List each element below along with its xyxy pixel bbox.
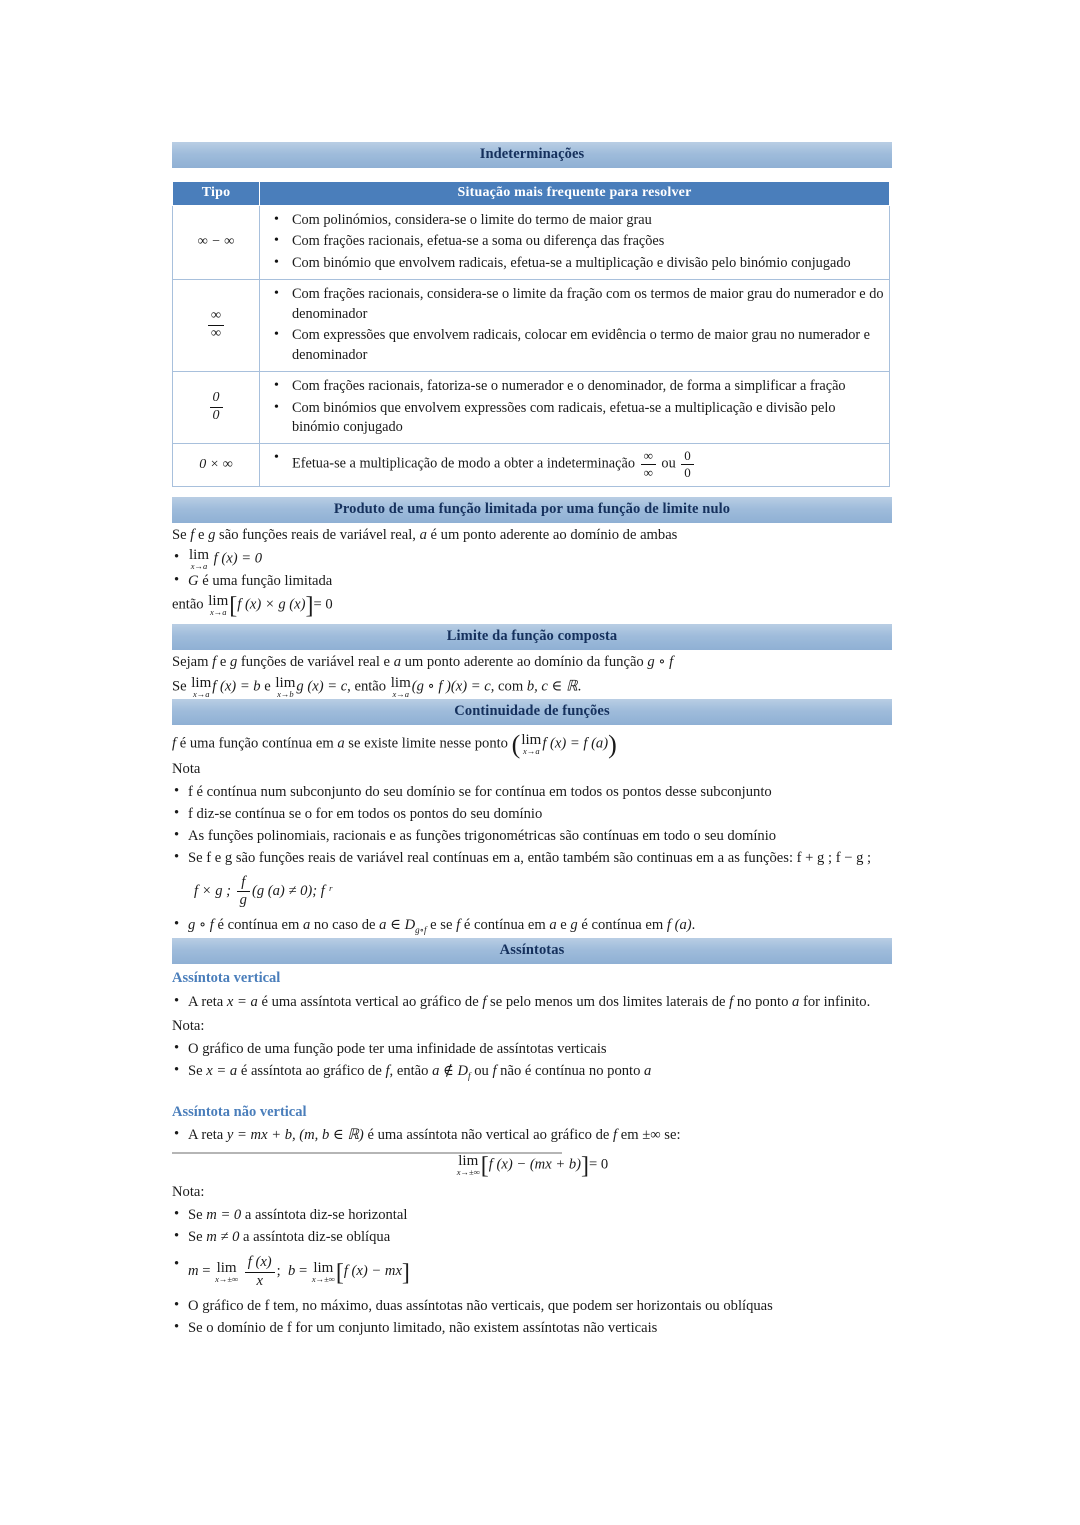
table-row: [173, 206, 890, 280]
limit-operator: lim x→±∞: [215, 1259, 239, 1284]
fraction-inf-over-inf: $\frac{\infty}{\infty}$: [641, 449, 656, 479]
continuidade-nota-label: Nota: [172, 760, 201, 777]
fraction-zero-over-zero: $\frac{0}{0}$: [210, 391, 223, 423]
table-row: [173, 444, 890, 486]
limite-composta-body: [172, 652, 892, 698]
list-item: • Com frações racionais, considera-se o limite da fração com os termos de maior grau do numerador e do denominador: [266, 285, 885, 324]
bracket-open-icon: [: [229, 593, 238, 620]
subheading-assintota-vertical: Assíntota vertical: [172, 969, 281, 986]
bracket-close-icon: ]: [305, 593, 314, 620]
list-item: • Com binómios que envolvem expressões com radicais, efetua-se a multiplicação e divisão pelo binómio conjugado: [266, 399, 885, 438]
indeterminacao-rules: [260, 444, 890, 486]
continuidade-definition: f é uma função contínua em a se existe limite nesse ponto ( lim x→a f (x) = f (a)): [172, 730, 617, 760]
list-item: • Com polinómios, considera-se o limite do termo de maior grau: [266, 211, 885, 230]
continuidade-operations-formula: f × g ; $\frac{f}{g}$ (g (a) ≠ 0); f ʳ: [194, 874, 332, 909]
section-title-limite-composta: Limite da função composta: [172, 624, 892, 650]
list-item: • Com frações racionais, efetua-se a soma ou diferença das frações: [266, 232, 885, 251]
limit-operator: lim x→a: [390, 674, 411, 699]
column-header-tipo: Tipo: [173, 182, 260, 206]
produto-intro: Se f e g são funções reais de variável real, a é um ponto aderente ao domínio de ambas: [172, 526, 678, 543]
section-title-assintotas: Assíntotas: [172, 938, 892, 964]
limit-operator: lim x→b: [275, 674, 296, 699]
table-header-row: [173, 182, 890, 206]
list-item: • f é contínua num subconjunto do seu domínio se for contínua em todos os pontos desse subconjunto: [172, 782, 892, 803]
section-title-produto-limitada: Produto de uma função limitada por uma função de limite nulo: [172, 497, 892, 523]
assintota-limit-display-formula: lim x→±∞ [f (x) − (mx + b)]= 0: [456, 1152, 609, 1179]
fraction-f-over-g: $\frac{f}{g}$: [237, 875, 250, 909]
produto-conclusion: então lim x→a [f (x) × g (x)]= 0: [172, 593, 333, 620]
table-row: [173, 280, 890, 372]
limit-operator: lim x→a: [191, 674, 212, 699]
limit-operator: lim x→±∞: [311, 1259, 335, 1284]
column-header-situacao: Situação mais frequente para resolver: [260, 182, 890, 206]
list-item: • Se o domínio de f for um conjunto limitado, não existem assíntotas não verticais: [172, 1318, 892, 1339]
fraction-zero-over-zero: $\frac{0}{0}$: [681, 449, 694, 479]
indeterminacao-rules: [260, 206, 890, 280]
table-row: [173, 372, 890, 444]
indeterminacao-rules: [260, 280, 890, 372]
list-item: • Com frações racionais, fatoriza-se o numerador e o denominador, de forma a simplificar a fração: [266, 377, 885, 396]
list-item-assintota-vertical-def: • A reta x = a é uma assíntota vertical ao gráfico de f se pelo menos um dos limites laterais de f no ponto a for infinito.: [172, 992, 892, 1013]
indeterminacao-type: [173, 372, 260, 444]
limit-operator: • lim x→a: [189, 546, 210, 571]
list-item: • As funções polinomiais, racionais e as funções trigonométricas são contínuas em todo o seu domínio: [172, 826, 892, 847]
bracket-open-icon: [: [480, 1152, 489, 1179]
list-item: • g ∘ f é contínua em a no caso de a ∈ $D_{g\circ f}$ e se f é contínua em a e g é contínua em f (a).: [172, 915, 892, 937]
paren-open-icon: (: [511, 730, 521, 760]
list-item: • Se x = a é assíntota ao gráfico de f, então a ∉ $D_f$ ou f não é contínua no ponto a: [172, 1061, 892, 1083]
list-item: • Com binómio que envolvem radicais, efetua-se a multiplicação e divisão pelo binómio conjugado: [266, 254, 885, 273]
limite-composta-statement: Se lim x→a f (x) = b e lim x→b g (x) = c, então lim x→a (g ∘ f )(x) = c, com b, c ∈ ℝ.: [172, 674, 582, 699]
list-item: • Efetua-se a multiplicação de modo a obter a indeterminação $\frac{\infty}{\infty}$ ou $\frac{0}{0}$: [266, 449, 885, 479]
indeterminacao-type: ∞ − ∞: [173, 206, 260, 280]
bracket-close-icon: ]: [401, 1260, 410, 1287]
list-item-assintota-nao-vertical-def: • A reta y = mx + b, (m, b ∈ ℝ) é uma assíntota não vertical ao gráfico de f em ±∞ se:: [172, 1125, 892, 1146]
subheading-assintota-nao-vertical: Assíntota não vertical: [172, 1103, 307, 1120]
list-item: • Com expressões que envolvem radicais, colocar em evidência o termo de maior grau no numerador e denominador: [266, 326, 885, 365]
list-item-m-b-formula: • m = lim x→±∞ $\frac{f (x)}{x}$ ; b = lim x→±∞ [f (x) − mx]: [172, 1255, 892, 1289]
list-item: • O gráfico de f tem, no máximo, duas assíntotas não verticais, que podem ser horizontais ou oblíquas: [172, 1296, 892, 1317]
assintota-nao-vertical-nota-label: Nota:: [172, 1184, 205, 1201]
indeterminacoes-table: [172, 181, 890, 487]
section-title-continuidade: Continuidade de funções: [172, 699, 892, 725]
section-title-indeterminacoes: Indeterminações: [172, 142, 892, 168]
list-item-lim-f-zero: • lim x→a f (x) = 0: [172, 548, 892, 571]
list-item-m-zero: • Se m = 0 a assíntota diz-se horizontal: [172, 1205, 892, 1226]
bracket-open-icon: [: [335, 1260, 344, 1287]
limite-composta-intro: Sejam f e g funções de variável real e a um ponto aderente ao domínio da função g ∘ f: [172, 653, 674, 670]
indeterminacao-rules: [260, 372, 890, 444]
limit-operator: lim x→a: [521, 732, 542, 757]
indeterminacao-type: 0 × ∞: [173, 444, 260, 486]
list-item-g-limitada: • G é uma função limitada: [172, 571, 892, 592]
produto-limitada-body: [172, 525, 892, 620]
continuidade-composition-note: [172, 915, 892, 937]
limit-operator: lim x→a: [208, 593, 229, 618]
list-item: • Se f e g são funções reais de variável real contínuas em a, então também são continuas em a as funções: f + g ; f − g ;: [172, 848, 892, 869]
paren-close-icon: ): [608, 730, 617, 760]
continuidade-notes: [172, 782, 892, 870]
bracket-close-icon: ]: [581, 1152, 590, 1179]
list-item: • f diz-se contínua se o for em todos os pontos do seu domínio: [172, 804, 892, 825]
indeterminacao-type: [173, 280, 260, 372]
fraction-fx-over-x: $\frac{f (x)}{x}$: [245, 1255, 275, 1289]
document-content: [172, 142, 892, 1340]
fraction-inf-over-inf: $\frac{\infty}{\infty}$: [208, 309, 224, 341]
footer-divider: [172, 1152, 562, 1154]
list-item: • O gráfico de uma função pode ter uma infinidade de assíntotas verticais: [172, 1039, 892, 1060]
assintota-vertical-nota-label: Nota:: [172, 1017, 205, 1034]
list-item-m-not-zero: • Se m ≠ 0 a assíntota diz-se oblíqua: [172, 1227, 892, 1248]
continuidade-body: [172, 730, 892, 937]
limit-operator: lim x→±∞: [456, 1152, 480, 1177]
